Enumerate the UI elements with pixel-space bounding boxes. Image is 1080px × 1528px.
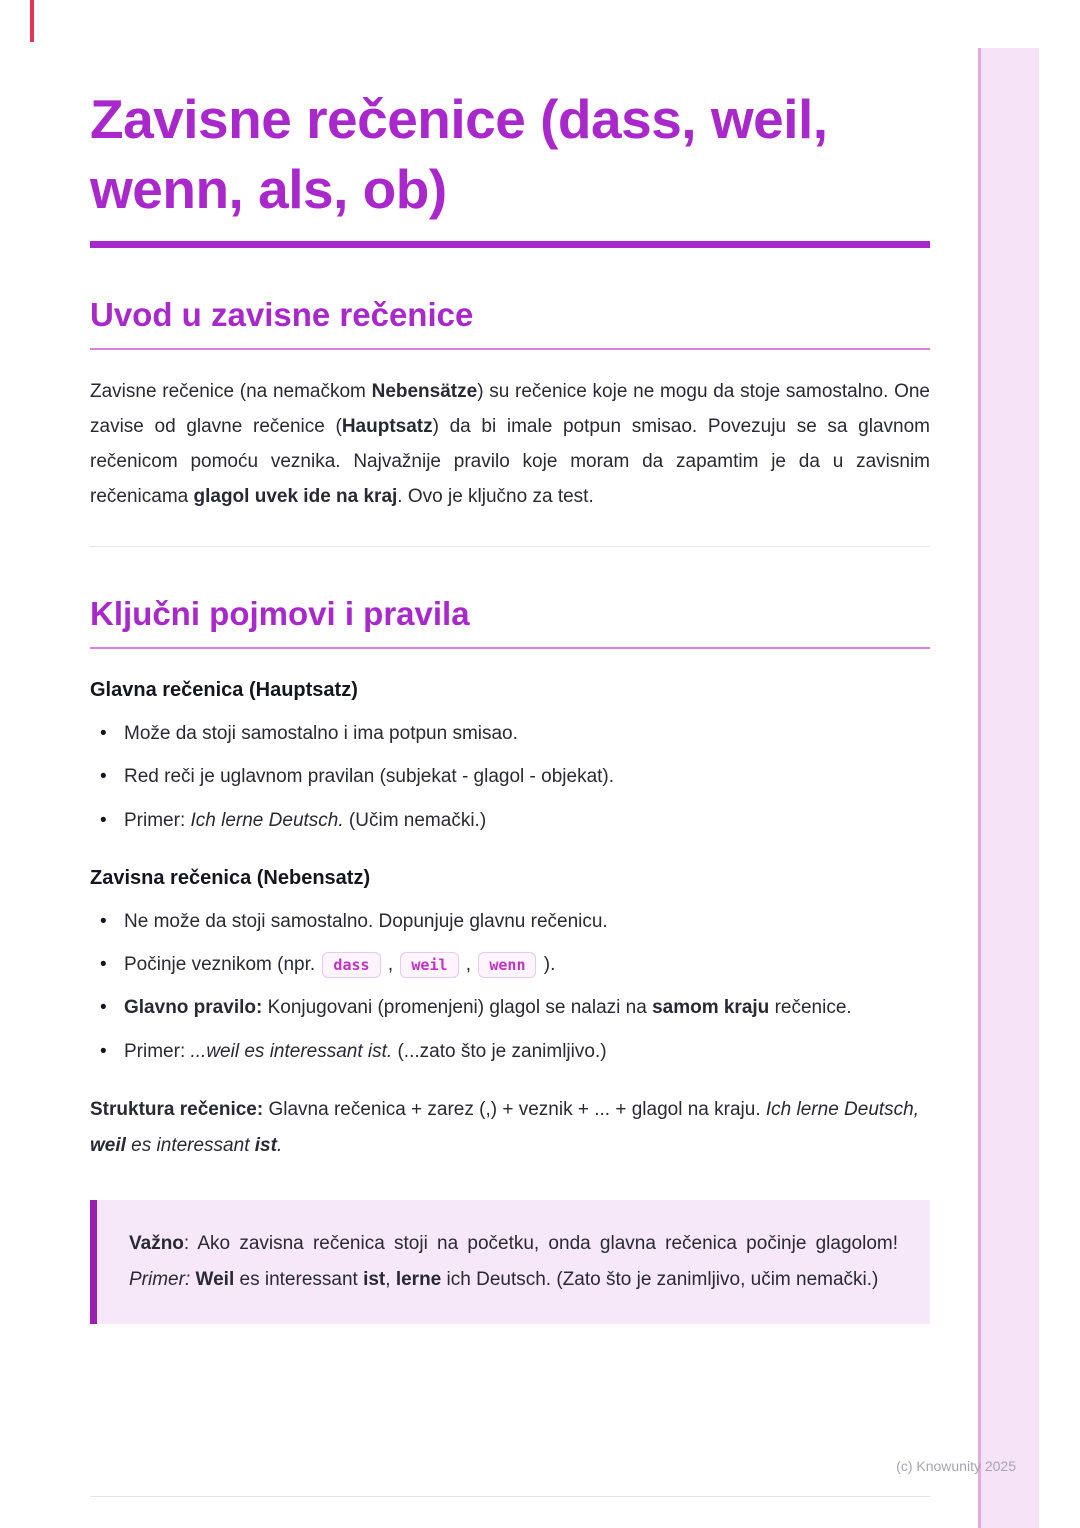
page-title: Zavisne rečenice (dass, weil, wenn, als, ob) xyxy=(90,88,828,221)
text-segment: Može da stoji samostalno i ima potpun smisao. xyxy=(124,723,518,745)
text-segment: Važno xyxy=(129,1233,184,1255)
subheading-glavna-recenica: Glavna rečenica (Hauptsatz) xyxy=(90,679,358,702)
text-segment: ...weil es interessant ist. xyxy=(190,1040,393,1062)
text-segment: samom kraju xyxy=(652,997,770,1019)
text-segment: ) su rečenice koje ne mogu da stoje samostalno. One zavise od glavne rečenice ( xyxy=(90,380,930,437)
section-heading-uvod: Uvod u zavisne rečenice xyxy=(90,296,930,350)
document-content xyxy=(90,0,930,1324)
bullet-list-glavna xyxy=(90,717,930,837)
text-segment: glagol uvek ide na kraj xyxy=(193,486,398,508)
callout-text xyxy=(129,1226,898,1298)
text-segment: Red reči je uglavnom pravilan (subjekat - glagol - objekat). xyxy=(124,766,615,788)
section-heading-kljucni: Ključni pojmovi i pravila xyxy=(90,595,930,649)
text-segment: ich Deutsch. (Zato što je zanimljivo, učim nemački.) xyxy=(441,1269,879,1291)
text-segment: weil xyxy=(90,1135,126,1157)
text-segment: Primer: xyxy=(124,1040,191,1062)
list-item xyxy=(90,991,930,1024)
text-segment: Ne može da stoji samostalno. Dopunjuje glavnu rečenicu. xyxy=(124,910,608,932)
red-edge-mark xyxy=(30,0,34,42)
text-segment: Weil xyxy=(195,1269,235,1291)
section-kljucni xyxy=(90,595,930,1164)
list-item xyxy=(90,804,930,837)
section-uvod xyxy=(90,296,930,515)
text-segment: Nebensätze xyxy=(371,380,478,402)
text-segment: rečenice. xyxy=(769,997,852,1019)
list-item xyxy=(90,905,930,938)
list-item xyxy=(90,948,930,981)
text-segment: (Učim nemački.) xyxy=(343,809,487,831)
copyright-credit: (c) Knowunity 2025 xyxy=(896,1458,1016,1474)
text-segment: Glavno pravilo: xyxy=(124,997,263,1019)
code-chip: weil xyxy=(400,952,458,978)
text-segment: , xyxy=(460,954,477,976)
list-item xyxy=(90,717,930,750)
text-segment: lerne xyxy=(395,1269,442,1291)
text-segment: ) da bi imale potpun smisao. Povezuju se sa glavnom rečenicom pomoću veznika. Najvažnije pravilo koje moram da zapamtim je da u zavisnim rečenicama xyxy=(90,415,930,508)
text-segment: Primer: xyxy=(129,1269,191,1291)
text-segment: Hauptsatz xyxy=(341,415,433,437)
list-item xyxy=(90,1035,930,1068)
text-segment: Počinje veznikom (npr. xyxy=(124,954,321,976)
text-segment: . xyxy=(276,1135,283,1157)
code-chip: dass xyxy=(322,952,380,978)
section-divider xyxy=(90,546,930,547)
text-segment: Ich lerne Deutsch. xyxy=(190,809,344,831)
text-segment: es interessant xyxy=(234,1269,364,1291)
intro-paragraph xyxy=(90,374,930,515)
text-segment: Ich lerne Deutsch, xyxy=(765,1098,920,1120)
bullet-list-zavisna xyxy=(90,905,930,1068)
text-segment: ). xyxy=(538,954,556,976)
text-segment: ist xyxy=(254,1135,277,1157)
list-item xyxy=(90,760,930,793)
text-segment: Zavisne rečenice (na nemačkom xyxy=(90,380,372,402)
text-segment: es interessant xyxy=(125,1135,255,1157)
text-segment: , xyxy=(385,1269,396,1291)
important-callout xyxy=(90,1200,930,1324)
text-segment: Primer: xyxy=(124,809,191,831)
code-chip: wenn xyxy=(478,952,536,978)
title-rule xyxy=(90,241,930,248)
subheading-zavisna-recenica: Zavisna rečenica (Nebensatz) xyxy=(90,866,371,889)
text-segment: Struktura rečenice: xyxy=(90,1098,264,1120)
page-margin-strip xyxy=(978,48,1039,1528)
text-segment: ist xyxy=(363,1269,386,1291)
bottom-divider xyxy=(90,1496,930,1497)
text-segment: Konjugovani (promenjeni) glagol se nalazi na xyxy=(262,997,653,1019)
struktura-paragraph xyxy=(90,1092,930,1164)
text-segment: (...zato što je zanimljivo.) xyxy=(392,1040,607,1062)
text-segment: Glavna rečenica + zarez (,) + veznik + ... + glagol na kraju. xyxy=(263,1098,766,1120)
text-segment: . Ovo je ključno za test. xyxy=(397,486,594,508)
text-segment: : Ako zavisna rečenica stoji na početku, onda glavna rečenica počinje glagolom! xyxy=(183,1233,898,1255)
text-segment: , xyxy=(382,954,399,976)
